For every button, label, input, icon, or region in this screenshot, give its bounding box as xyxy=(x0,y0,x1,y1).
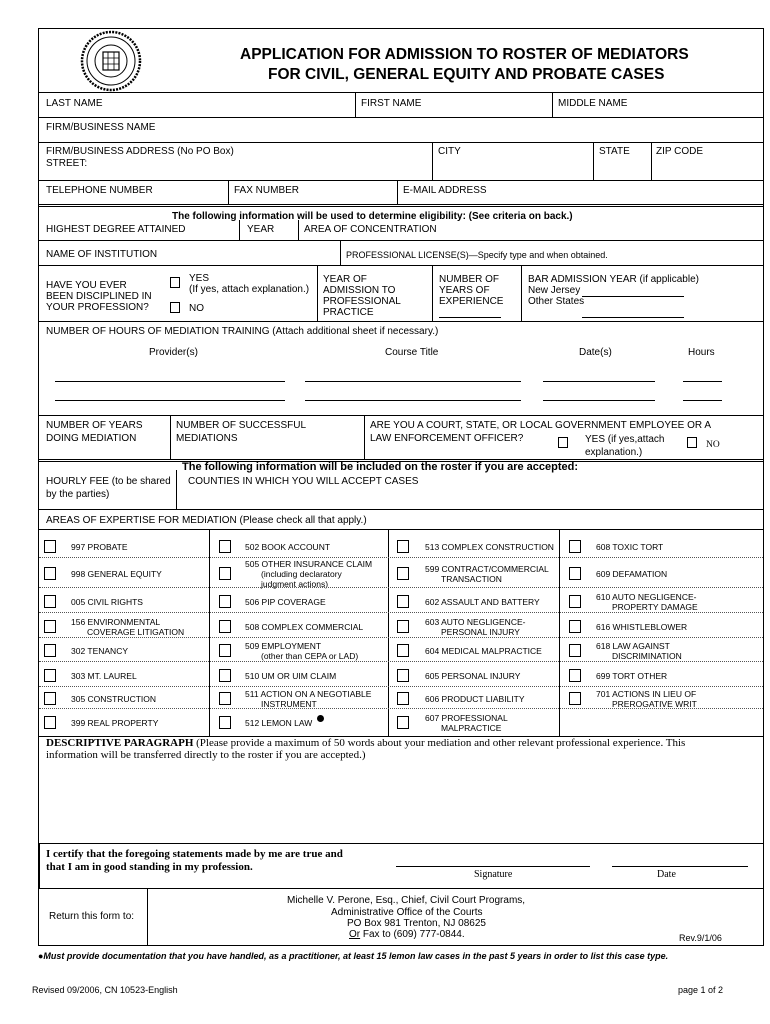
area-of-concentration-label: AREA OF CONCENTRATION xyxy=(304,224,437,235)
expertise-row-divider xyxy=(39,637,763,638)
disciplined-no-checkbox[interactable] xyxy=(170,302,180,313)
disciplined-no-label: NO xyxy=(189,303,204,314)
expertise-row-divider xyxy=(39,612,763,613)
expertise-label: (including declaratory xyxy=(261,569,342,579)
areas-of-expertise-label: AREAS OF EXPERTISE FOR MEDIATION (Please check all that apply.) xyxy=(46,515,367,526)
hourly-fee-label-1: HOURLY FEE (to be shared xyxy=(46,476,171,487)
years-mediation-label-1: NUMBER OF YEARS xyxy=(46,420,143,431)
year-admission-label-3: PROFESSIONAL xyxy=(323,296,401,307)
date-label: Date xyxy=(657,869,676,880)
expertise-label: 508 COMPLEX COMMERCIAL xyxy=(245,621,364,632)
expertise-checkbox[interactable] xyxy=(397,716,409,729)
expertise-checkbox[interactable] xyxy=(219,540,231,553)
expertise-row-divider xyxy=(39,587,763,588)
expertise-label: 005 CIVIL RIGHTS xyxy=(71,596,143,607)
expertise-checkbox[interactable] xyxy=(397,540,409,553)
providers-label: Provider(s) xyxy=(149,347,198,358)
expertise-checkbox[interactable] xyxy=(44,692,56,705)
professional-license-label: PROFESSIONAL LICENSE(S)—Specify type and when obtained. xyxy=(346,250,608,260)
rev-label: Rev.9/1/06 xyxy=(679,933,722,943)
expertise-checkbox[interactable] xyxy=(44,540,56,553)
disciplined-yes-explain: (If yes, attach explanation.) xyxy=(189,284,310,295)
return-address-line-1: Michelle V. Perone, Esq., Chief, Civil Court Programs, xyxy=(287,895,526,906)
year-admission-label-2: ADMISSION TO xyxy=(323,285,396,296)
counties-label: COUNTIES IN WHICH YOU WILL ACCEPT CASES xyxy=(188,476,419,487)
expertise-label: judgment actions) xyxy=(261,579,329,589)
descriptive-text-2: information will be transferred directly to the roster if you are accepted.) xyxy=(46,749,366,761)
expertise-label: TRANSACTION xyxy=(441,574,502,584)
expertise-label: INSTRUMENT xyxy=(261,699,317,709)
or-label: Or xyxy=(349,929,361,940)
expertise-checkbox[interactable] xyxy=(44,669,56,682)
expertise-label: 303 MT. LAUREL xyxy=(71,670,137,681)
expertise-label: 156 ENVIRONMENTAL xyxy=(71,616,161,627)
gov-employee-no-checkbox[interactable] xyxy=(687,437,697,448)
expertise-checkbox[interactable] xyxy=(397,692,409,705)
disciplined-label-2: BEEN DISCIPLINED IN xyxy=(46,291,152,302)
roster-heading: The following information will be included on the roster if you are accepted: xyxy=(182,461,579,473)
return-address-line-3: PO Box 981 Trenton, NJ 08625 xyxy=(347,918,486,929)
expertise-label: 604 MEDICAL MALPRACTICE xyxy=(425,646,542,656)
state-label: STATE xyxy=(599,146,630,157)
expertise-label: 610 AUTO NEGLIGENCE- xyxy=(596,591,697,602)
gov-employee-no-label: NO xyxy=(706,440,720,450)
expertise-checkbox[interactable] xyxy=(569,692,581,705)
page-number: page 1 of 2 xyxy=(678,985,724,995)
city-label: CITY xyxy=(438,146,461,157)
expertise-label: 616 WHISTLEBLOWER xyxy=(596,621,688,632)
expertise-label: 509 EMPLOYMENT xyxy=(245,641,322,651)
successful-mediations-label-2: MEDIATIONS xyxy=(176,433,238,444)
expertise-label: 599 CONTRACT/COMMERCIAL xyxy=(425,564,549,574)
expertise-checkbox[interactable] xyxy=(569,567,581,580)
year-admission-label-4: PRACTICE xyxy=(323,307,374,318)
email-label: E-MAIL ADDRESS xyxy=(403,185,487,196)
years-mediation-label-2: DOING MEDIATION xyxy=(46,433,137,444)
firm-name-label: FIRM/BUSINESS NAME xyxy=(46,122,156,133)
expertise-label: 607 PROFESSIONAL xyxy=(425,713,508,723)
expertise-checkbox[interactable] xyxy=(569,620,581,633)
return-address-line-2: Administrative Office of the Courts xyxy=(331,907,483,918)
expertise-label: 699 TORT OTHER xyxy=(596,670,668,681)
dates-label: Date(s) xyxy=(579,347,612,358)
gov-employee-label-2: LAW ENFORCEMENT OFFICER? xyxy=(370,433,524,444)
expertise-checkbox[interactable] xyxy=(219,669,231,682)
fax-label: FAX NUMBER xyxy=(234,185,300,196)
gov-employee-yes-label: YES (if yes,attach xyxy=(585,434,665,445)
expertise-label: (other than CEPA or LAD) xyxy=(261,651,359,661)
disciplined-yes-label: YES xyxy=(189,273,210,284)
expertise-checkbox[interactable] xyxy=(44,567,56,580)
expertise-checkbox[interactable] xyxy=(44,620,56,633)
disciplined-label-1: HAVE YOU EVER xyxy=(46,280,127,291)
training-hours-label: NUMBER OF HOURS OF MEDIATION TRAINING (Attach additional sheet if necessary.) xyxy=(46,326,439,337)
fax-number: Fax to (609) 777-0844. xyxy=(360,929,465,940)
expertise-label: 606 PRODUCT LIABILITY xyxy=(425,694,525,704)
form-frame xyxy=(38,28,764,946)
highest-degree-label: HIGHEST DEGREE ATTAINED xyxy=(46,224,186,235)
disciplined-label-3: YOUR PROFESSION? xyxy=(46,302,149,313)
certify-line-2: that I am in good standing in my profession. xyxy=(46,861,253,873)
expertise-label: 618 LAW AGAINST xyxy=(596,641,670,651)
expertise-label: 510 UM OR UIM CLAIM xyxy=(245,670,337,681)
expertise-label: 605 PERSONAL INJURY xyxy=(425,670,521,681)
middle-name-label: MIDDLE NAME xyxy=(558,98,628,109)
expertise-label: 701 ACTIONS IN LIEU OF xyxy=(596,689,697,699)
expertise-checkbox[interactable] xyxy=(569,669,581,682)
descriptive-paragraph-instructions xyxy=(46,737,685,749)
expertise-checkbox[interactable] xyxy=(569,595,581,608)
expertise-label: 399 REAL PROPERTY xyxy=(71,718,159,728)
certify-line-1: I certify that the foregoing statements made by me are true and xyxy=(46,848,343,860)
expertise-checkbox[interactable] xyxy=(219,692,231,705)
expertise-checkbox[interactable] xyxy=(44,595,56,608)
expertise-label: PREROGATIVE WRIT xyxy=(612,699,697,709)
expertise-checkbox[interactable] xyxy=(219,595,231,608)
revised-label: Revised 09/2006, CN 10523-English xyxy=(32,985,178,995)
expertise-checkbox[interactable] xyxy=(219,620,231,633)
telephone-label: TELEPHONE NUMBER xyxy=(46,185,153,196)
expertise-row-divider xyxy=(39,557,763,558)
expertise-row-divider xyxy=(39,708,763,709)
expertise-checkbox[interactable] xyxy=(569,540,581,553)
form-title-line-1: APPLICATION FOR ADMISSION TO ROSTER OF MEDIATORS xyxy=(240,46,689,63)
gov-employee-yes-checkbox[interactable] xyxy=(558,437,568,448)
disciplined-yes-checkbox[interactable] xyxy=(170,277,180,288)
form-title-line-2: FOR CIVIL, GENERAL EQUITY AND PROBATE CASES xyxy=(268,66,665,83)
first-name-label: FIRST NAME xyxy=(361,98,422,109)
years-experience-label-2: YEARS OF xyxy=(439,285,490,296)
expertise-checkbox[interactable] xyxy=(569,644,581,657)
expertise-checkbox[interactable] xyxy=(44,644,56,657)
new-jersey-label: New Jersey xyxy=(528,285,581,296)
expertise-label: 513 COMPLEX CONSTRUCTION xyxy=(425,542,554,552)
zip-code-label: ZIP CODE xyxy=(656,146,704,157)
hours-label: Hours xyxy=(688,347,715,358)
expertise-label: 602 ASSAULT AND BATTERY xyxy=(425,596,540,607)
course-title-label: Course Title xyxy=(385,347,439,358)
expertise-checkbox[interactable] xyxy=(397,669,409,682)
expertise-row-divider xyxy=(39,661,763,662)
expertise-label: 302 TENANCY xyxy=(71,646,129,656)
expertise-label: PERSONAL INJURY xyxy=(441,626,520,637)
expertise-checkbox[interactable] xyxy=(219,644,231,657)
expertise-label: 609 DEFAMATION xyxy=(596,569,668,579)
eligibility-heading: The following information will be used to determine eligibility: (See criteria on back.) xyxy=(172,211,573,222)
expertise-label: 506 PIP COVERAGE xyxy=(245,596,326,607)
firm-address-label: FIRM/BUSINESS ADDRESS (No PO Box) xyxy=(46,146,234,157)
expertise-label: 502 BOOK ACCOUNT xyxy=(245,542,331,552)
gov-employee-label-1: ARE YOU A COURT, STATE, OR LOCAL GOVERNMENT EMPLOYEE OR A xyxy=(370,420,712,431)
expertise-row-divider xyxy=(39,686,763,687)
institution-label: NAME OF INSTITUTION xyxy=(46,249,158,260)
expertise-label: MALPRACTICE xyxy=(441,723,502,733)
expertise-label: 997 PROBATE xyxy=(71,542,128,552)
hourly-fee-label-2: by the parties) xyxy=(46,489,110,500)
expertise-checkbox[interactable] xyxy=(219,716,231,729)
expertise-label: COVERAGE LITIGATION xyxy=(87,626,185,637)
successful-mediations-label-1: NUMBER OF SUCCESSFUL xyxy=(176,420,307,431)
expertise-checkbox[interactable] xyxy=(397,567,409,580)
last-name-label: LAST NAME xyxy=(46,98,103,109)
expertise-label: 505 OTHER INSURANCE CLAIM xyxy=(245,559,373,569)
gov-employee-yes-explain: explanation.) xyxy=(585,447,643,458)
other-states-label: Other States xyxy=(528,296,585,307)
year-label: YEAR xyxy=(247,224,275,235)
expertise-label: 512 LEMON LAW xyxy=(245,718,313,728)
year-admission-label-1: YEAR OF xyxy=(323,274,367,285)
expertise-checkbox[interactable] xyxy=(397,644,409,657)
expertise-checkbox[interactable] xyxy=(397,595,409,608)
expertise-label: 305 CONSTRUCTION xyxy=(71,694,157,704)
descriptive-text-1: (Please provide a maximum of 50 words about your mediation and other relevant professional experience. This xyxy=(196,737,686,749)
return-form-label: Return this form to: xyxy=(49,911,135,922)
lemon-law-footnote: ●Must provide documentation that you have handled, as a practitioner, at least 15 lemon law cases in the past 5 years in order to list this case type. xyxy=(38,951,669,961)
signature-label: Signature xyxy=(474,869,513,880)
fax-line xyxy=(349,929,465,940)
expertise-label: 511 ACTION ON A NEGOTIABLE xyxy=(245,689,372,699)
descriptive-heading: DESCRIPTIVE PARAGRAPH xyxy=(46,737,194,749)
bar-admission-label: BAR ADMISSION YEAR (if applicable) xyxy=(528,274,699,285)
expertise-label: 603 AUTO NEGLIGENCE- xyxy=(425,616,526,627)
expertise-checkbox[interactable] xyxy=(397,620,409,633)
years-experience-label-1: NUMBER OF xyxy=(439,274,499,285)
lemon-law-bullet-icon xyxy=(317,715,324,722)
years-experience-label-3: EXPERIENCE xyxy=(439,296,504,307)
expertise-checkbox[interactable] xyxy=(219,567,231,580)
expertise-label: 998 GENERAL EQUITY xyxy=(71,569,162,579)
expertise-checkbox[interactable] xyxy=(44,716,56,729)
expertise-label: 608 TOXIC TORT xyxy=(596,542,664,552)
expertise-label: DISCRIMINATION xyxy=(612,651,682,661)
street-label: STREET: xyxy=(46,158,88,169)
expertise-label: PROPERTY DAMAGE xyxy=(612,601,698,612)
